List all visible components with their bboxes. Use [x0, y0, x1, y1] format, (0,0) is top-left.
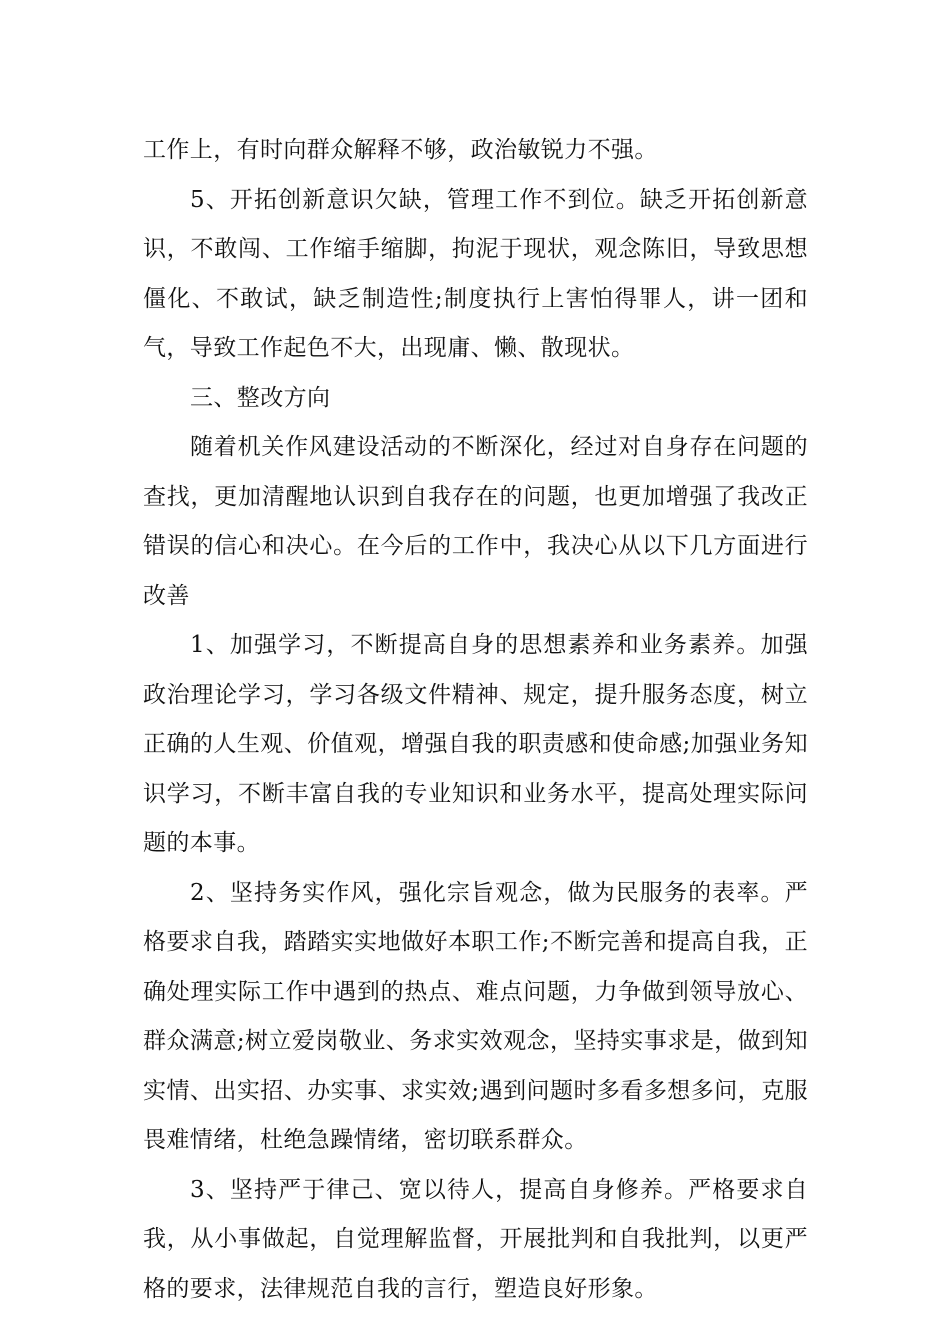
paragraph-intro: 随着机关作风建设活动的不断深化，经过对自身存在问题的查找，更加清醒地认识到自我存在的问题，也更加增强了我改正错误的信心和决心。在今后的工作中，我决心从以下几方面进行改善 — [143, 434, 808, 609]
paragraph-item-3: 3、坚持严于律己、宽以待人，提高自身修养。严格要求自我，从小事做起，自觉理解监督，开展批判和自我批判，以更严格的要求，法律规范自我的言行，塑造良好形象。 — [143, 1176, 808, 1302]
paragraph-item-5: 5、开拓创新意识欠缺，管理工作不到位。缺乏开拓创新意识，不敢闯、工作缩手缩脚，拘泥于现状，观念陈旧，导致思想僵化、不敢试，缺乏制造性;制度执行上害怕得罪人，讲一团和气，导致工作起色不大，出现庸、懒、散现状。 — [143, 186, 808, 361]
paragraph-item-2: 2、坚持务实作风，强化宗旨观念，做为民服务的表率。严格要求自我，踏踏实实地做好本职工作;不断完善和提高自我，正确处理实际工作中遇到的热点、难点问题，力争做到领导放心、群众满意;树立爱岗敬业、务求实效观念，坚持实事求是，做到知实情、出实招、办实事、求实效;遇到问题时多看多想多问，克服畏难情绪，杜绝急躁情绪，密切联系群众。 — [143, 879, 808, 1153]
paragraph-item-1: 1、加强学习，不断提高自身的思想素养和业务素养。加强政治理论学习，学习各级文件精神、规定，提升服务态度，树立正确的人生观、价值观，增强自我的职责感和使命感;加强业务知识学习，不断丰富自我的专业知识和业务水平，提高处理实际问题的本事。 — [143, 632, 808, 856]
section-heading-3: 三、整改方向 — [190, 384, 331, 411]
document-body — [143, 126, 808, 1314]
paragraph-continuation: 工作上，有时向群众解释不够，政治敏锐力不强。 — [143, 137, 658, 163]
